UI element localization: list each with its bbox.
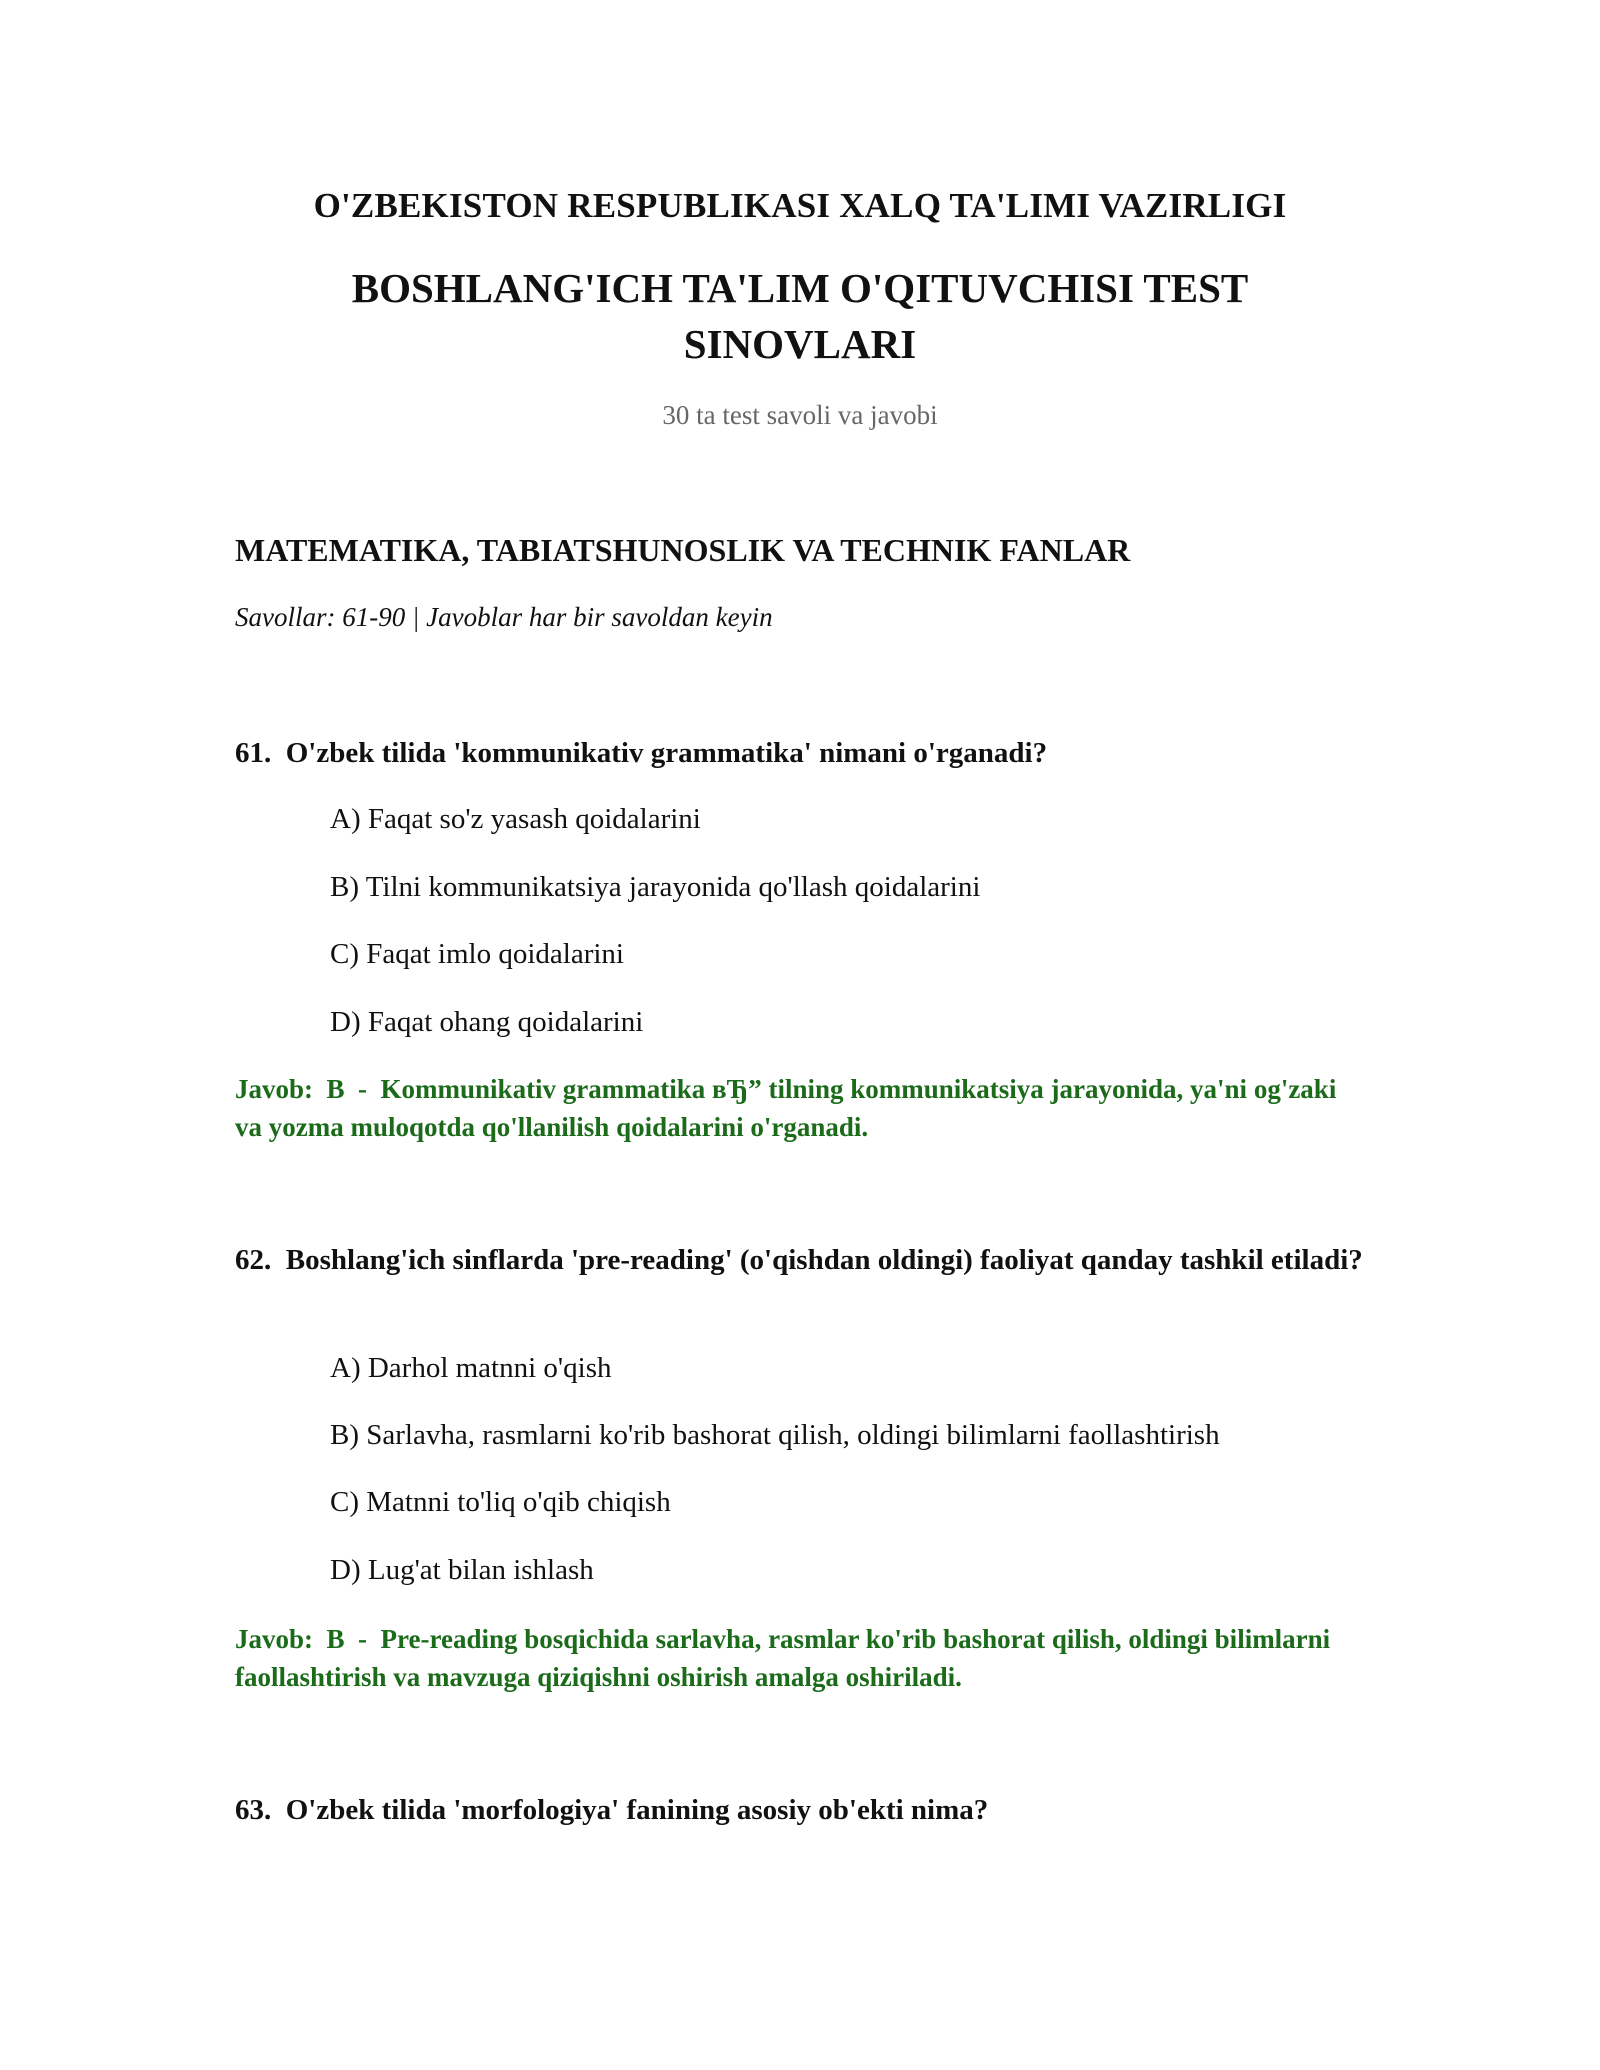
document-title-line-1: BOSHLANG'ICH TA'LIM O'QITUVCHISI TEST bbox=[351, 265, 1249, 311]
question-61-answer: Javob: B - Kommunikativ grammatika вЂ” tilning kommunikatsiya jarayonida, ya'ni og'zaki va yozma muloqotda qo'llanilish qoidalarini o'rganadi. bbox=[235, 1074, 1337, 1142]
question-61 bbox=[235, 733, 1365, 773]
question-61-option-c: C) Faqat imlo qoidalarini bbox=[330, 938, 624, 970]
question-text: Boshlang'ich sinflarda 'pre-reading' (o'qishdan oldingi) faoliyat qanday tashkil etiladi? bbox=[285, 1244, 1363, 1276]
document-title-line-2: SINOVLARI bbox=[683, 321, 917, 367]
question-62-option-c: C) Matnni to'liq o'qib chiqish bbox=[330, 1486, 671, 1518]
question-number: 61. bbox=[235, 737, 272, 769]
question-62-option-b: B) Sarlavha, rasmlarni ko'rib bashorat qilish, oldingi bilimlarni faollashtirish bbox=[330, 1419, 1220, 1451]
question-number: 63. bbox=[235, 1794, 272, 1826]
question-number: 62. bbox=[235, 1244, 272, 1276]
question-text: O'zbek tilida 'kommunikativ grammatika' nimani o'rganadi? bbox=[285, 737, 1048, 769]
document-title bbox=[0, 260, 1600, 372]
answer-explanation: Pre-reading bosqichida sarlavha, rasmlar ko'rib bashorat qilish, oldingi bilimlarni faollashtirish va mavzuga qiziqishni oshirish amalga oshiriladi. bbox=[235, 1624, 1331, 1692]
answer-label: Javob: bbox=[235, 1074, 314, 1104]
section-heading: MATEMATIKA, TABIATSHUNOSLIK VA TECHNIK FANLAR bbox=[235, 532, 1131, 568]
answer-label: Javob: bbox=[235, 1624, 314, 1654]
question-61-option-b: B) Tilni kommunikatsiya jarayonida qo'llash qoidalarini bbox=[330, 871, 981, 903]
question-62 bbox=[235, 1240, 1365, 1280]
answer-letter: B bbox=[326, 1074, 345, 1104]
question-61-option-d: D) Faqat ohang qoidalarini bbox=[330, 1006, 644, 1038]
section-note: Savollar: 61-90 | Javoblar har bir savoldan keyin bbox=[235, 602, 773, 632]
answer-explanation: Kommunikativ grammatika вЂ” tilning kommunikatsiya jarayonida, ya'ni og'zaki va yozma muloqotda qo'llanilish qoidalarini o'rganadi. bbox=[235, 1074, 1337, 1142]
question-text: O'zbek tilida 'morfologiya' fanining asosiy ob'ekti nima? bbox=[285, 1794, 989, 1826]
question-62-option-a: A) Darhol matnni o'qish bbox=[330, 1352, 612, 1384]
answer-letter: B bbox=[326, 1624, 345, 1654]
question-62-option-d: D) Lug'at bilan ishlash bbox=[330, 1554, 594, 1586]
question-63 bbox=[235, 1790, 1365, 1830]
ministry-heading: O'ZBEKISTON RESPUBLIKASI XALQ TA'LIMI VAZIRLIGI bbox=[313, 186, 1287, 225]
question-61-option-a: A) Faqat so'z yasash qoidalarini bbox=[330, 803, 701, 835]
document-subtitle: 30 ta test savoli va javobi bbox=[662, 400, 938, 430]
question-62-answer: Javob: B - Pre-reading bosqichida sarlavha, rasmlar ko'rib bashorat qilish, oldingi bilimlarni faollashtirish va mavzuga qiziqishni oshirish amalga oshiriladi. bbox=[235, 1624, 1331, 1692]
